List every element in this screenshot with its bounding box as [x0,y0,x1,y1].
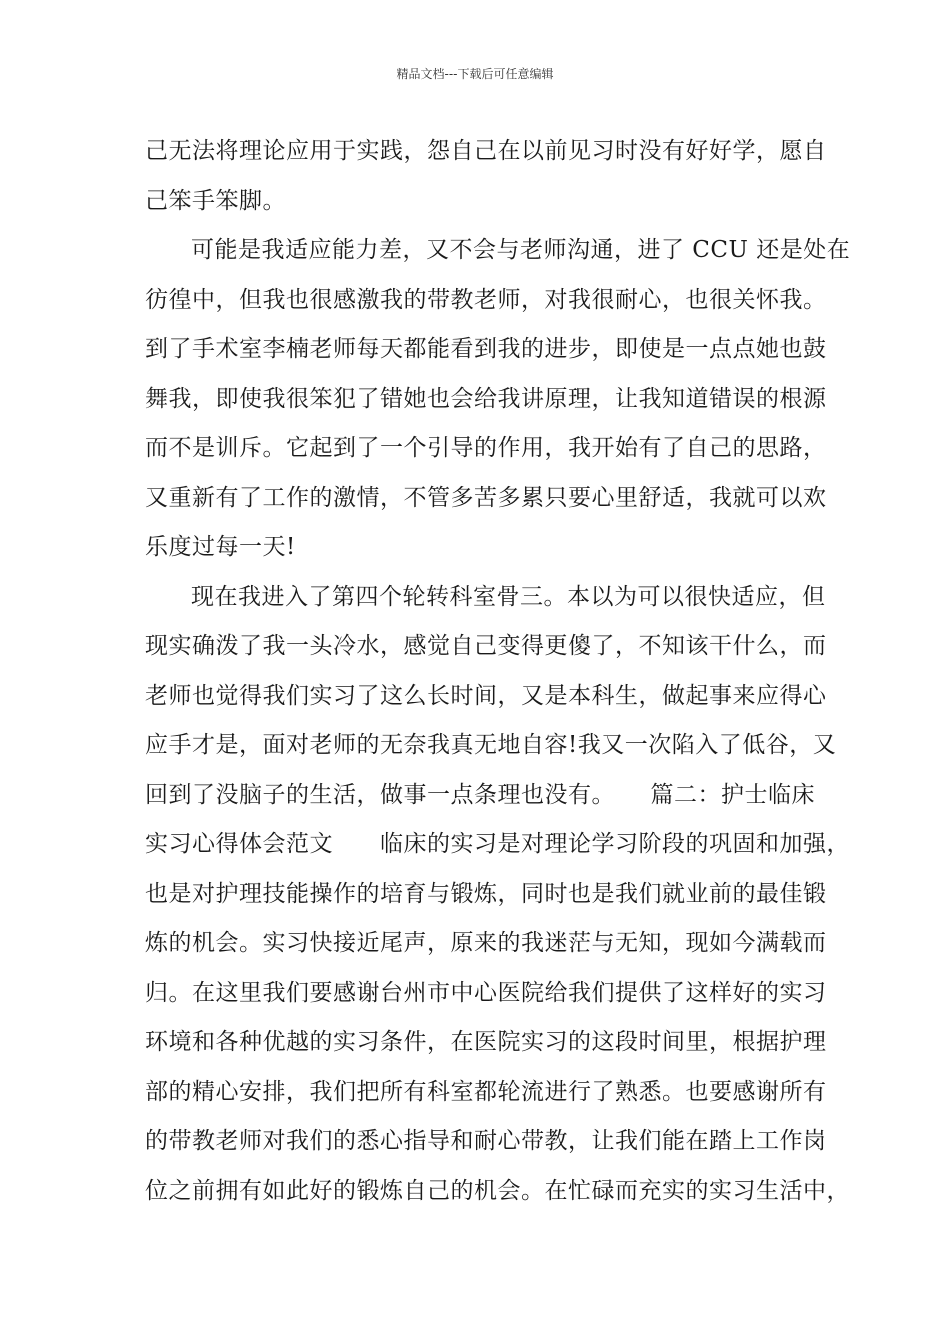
body-text [145,127,851,1216]
text-line-10: 现在我进入了第四个轮转科室骨三。本以为可以很快适应，但 [191,583,826,610]
text-line-6: 舞我，即使我很笨犯了错她也会给我讲原理，让我知道错误的根源 [145,385,827,412]
text-line-14: 回到了没脑子的生活，做事一点条理也没有。 篇二：护士临床 [145,781,815,808]
text-line-1: 己无法将理论应用于实践，怨自己在以前见习时没有好好学，愿自 [145,138,827,164]
text-line-7: 而不是训斥。它起到了一个引导的作用，我开始有了自己的思路， [145,435,827,461]
text-line-20: 部的精心安排，我们把所有科室都轮流进行了熟悉。也要感谢所有 [145,1078,827,1105]
text-line-21: 的带教老师对我们的悉心指导和耐心带教，让我们能在踏上工作岗 [145,1128,827,1154]
text-line-12: 老师也觉得我们实习了这么长时间，又是本科生，做起事来应得心 [145,682,827,709]
text-line-19: 环境和各种优越的实习条件，在医院实习的这段时间里，根据护理 [145,1029,827,1055]
text-line-18: 归。在这里我们要感谢台州市中心医院给我们提供了这样好的实习 [145,979,827,1006]
text-line-8: 又重新有了工作的激情，不管多苦多累只要心里舒适，我就可以欢 [145,484,827,511]
text-line-2: 己笨手笨脚。 [145,187,286,214]
text-line-22: 位之前拥有如此好的锻炼自己的机会。在忙碌而充实的实习生活中， [145,1177,850,1204]
text-line-15: 实习心得体会范文 临床的实习是对理论学习阶段的巩固和加强， [145,831,850,857]
page-header: 精品文档---下载后可任意编辑 [396,67,554,81]
text-line-5: 到了手术室李楠老师每天都能看到我的进步，即使是一点点她也鼓 [145,336,827,362]
text-line-3: 可能是我适应能力差，又不会与老师沟通，进了 CCU 还是处在 [191,237,851,263]
text-line-11: 现实确泼了我一头冷水，感觉自己变得更傻了，不知该干什么，而 [145,633,827,659]
text-line-17: 炼的机会。实习快接近尾声，原来的我迷茫与无知，现如今满载而 [145,930,827,956]
text-line-4: 彷徨中，但我也很感激我的带教老师，对我很耐心，也很关怀我。 [145,286,827,313]
text-line-9: 乐度过每一天! [145,534,296,560]
text-line-13: 应手才是，面对老师的无奈我真无地自容!我又一次陷入了低谷，又 [145,732,837,758]
text-line-16: 也是对护理技能操作的培育与锻炼，同时也是我们就业前的最佳锻 [145,880,827,907]
